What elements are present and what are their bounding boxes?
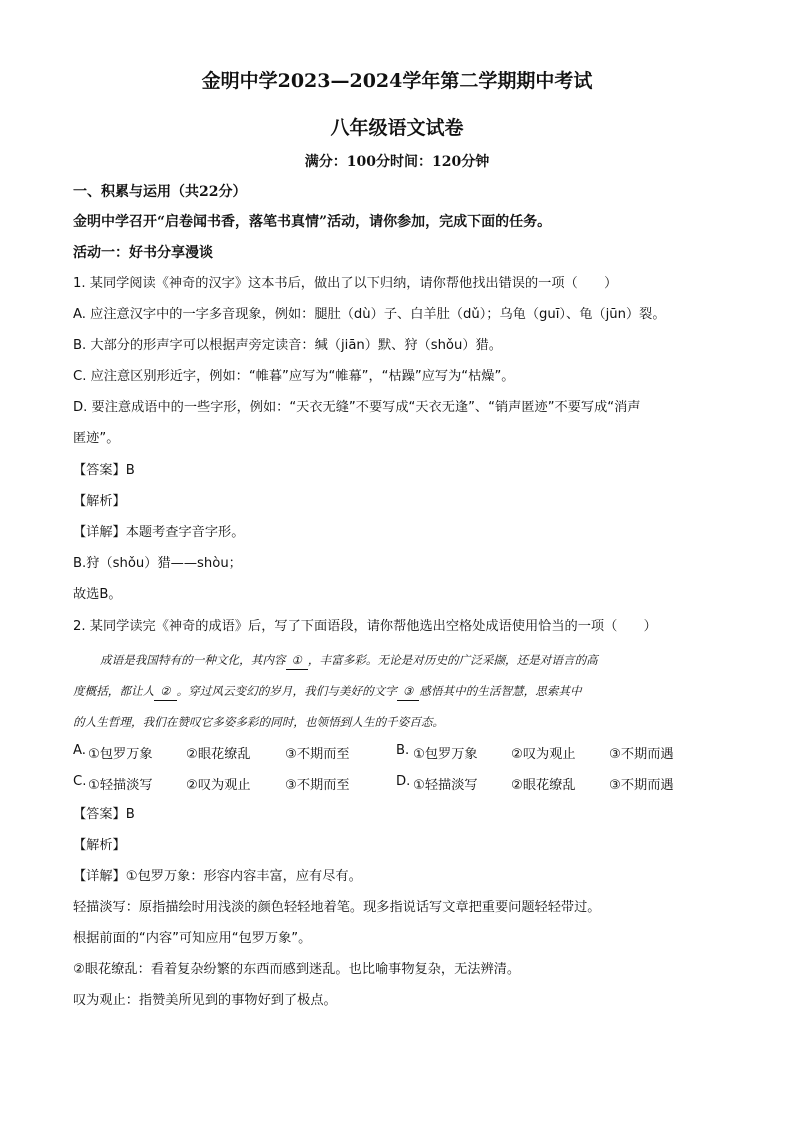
blank-3: ③ [397,682,419,701]
passage-text: 感悟其中的生活智慧，思索其中 [419,684,582,698]
option-choice: ①轻描淡写 [413,778,478,793]
blank-1: ① [286,651,308,670]
option-choice: ③不期而遇 [609,778,674,793]
option-choice: ③不期而至 [285,747,350,762]
option-key: D. [396,774,411,789]
answer-label: 【答案】 [73,463,126,478]
score-time-line: 满分：100分时间：120分钟 [304,154,490,170]
q2-passage-line1 [100,651,598,670]
passage-text: 。穿过风云变幻的岁月，我们与美好的文字 [176,684,397,698]
exam-title: 金明中学2023—2024学年第二学期期中考试 [201,70,593,92]
passage-text: 成语是我国特有的一种文化，其内容 [100,653,286,667]
passage-text: ，丰富多彩。无论是对历史的广泛采撷，还是对语言的高 [307,653,598,667]
detail-text: 本题考查字音字形。 [125,525,245,540]
q2-explanation-3: ②眼花缭乱：看着复杂纷繁的东西而感到迷乱。也比喻事物复杂，无法辨清。 [73,962,521,977]
detail-label: 【详解】 [73,525,126,540]
detail-text: ①包罗万象：形容内容丰富，应有尽有。 [125,869,362,884]
q2-detail [73,868,362,886]
option-choice: ②眼花缭乱 [186,747,251,762]
option-choice: ②叹为观止 [186,778,251,793]
option-key: C. [73,774,87,789]
q2-passage-line2 [73,682,582,701]
q2-explanation-2: 根据前面的“内容”可知应用“包罗万象”。 [73,931,312,946]
q2-analysis-label: 【解析】 [73,838,126,853]
q2-passage-line3: 的人生哲理，我们在赞叹它多姿多彩的同时，也领悟到人生的千姿百态。 [73,715,445,729]
q1-stem: 1. 某同学阅读《神奇的汉字》这本书后，做出了以下归纳，请你帮他找出错误的一项（ ） [73,276,618,291]
section-intro: 金明中学召开“启卷闻书香，落笔书真情”活动，请你参加，完成下面的任务。 [73,214,552,230]
q1-detail [73,524,244,542]
q1-analysis-label: 【解析】 [73,494,126,509]
option-choice: ①包罗万象 [88,747,153,762]
q1-answer [73,462,135,480]
option-choice: ③不期而遇 [609,747,674,762]
section-heading: 一、积累与运用（共22分） [73,184,247,200]
blank-2: ② [154,682,176,701]
q2-explanation-4: 叹为观止：指赞美所见到的事物好到了极点。 [73,993,337,1008]
detail-label: 【详解】 [73,869,126,884]
q2-stem: 2. 某同学读完《神奇的成语》后，写了下面语段，请你帮他选出空格处成语使用恰当的一项（ ） [73,619,657,634]
option-choice: ①包罗万象 [413,747,478,762]
exam-subtitle: 八年级语文试卷 [330,117,464,139]
q2-explanation-1: 轻描淡写：原指描绘时用浅淡的颜色轻轻地着笔。现多指说话写文章把重要问题轻轻带过。 [73,900,601,915]
q1-line-b: B.狩（shǒu）猎——shòu； [73,556,242,571]
answer-value: B [125,807,135,822]
q1-option-b: B. 大部分的形声字可以根据声旁定读音：缄（jiān）默、狩（shǒu）猎。 [73,338,502,353]
q1-option-d-line1: D. 要注意成语中的一些字形，例如：“天衣无缝”不要写成“天衣无逢”、“销声匿迹”不要写成“消声 [73,400,641,415]
passage-text: 度概括，都让人 [73,684,155,698]
option-choice: ①轻描淡写 [88,778,153,793]
option-choice: ②叹为观止 [511,747,576,762]
q2-answer [73,806,135,824]
option-key: B. [396,743,410,758]
q1-option-a: A. 应注意汉字中的一字多音现象，例如：腿肚（dù）子、白羊肚（dǔ）；乌龟（guī）、龟（jūn）裂。 [73,307,666,322]
option-choice: ②眼花缭乱 [511,778,576,793]
q1-conclusion: 故选B。 [73,587,122,602]
q1-option-c: C. 应注意区别形近字，例如：“帷暮”应写为“帷幕”，“枯躁”应写为“枯燥”。 [73,369,515,384]
option-choice: ③不期而至 [285,778,350,793]
q1-option-d-line2: 匿迹”。 [73,431,120,446]
answer-label: 【答案】 [73,807,126,822]
answer-value: B [125,463,135,478]
option-key: A. [73,743,86,758]
activity-heading: 活动一：好书分享漫谈 [73,245,213,261]
